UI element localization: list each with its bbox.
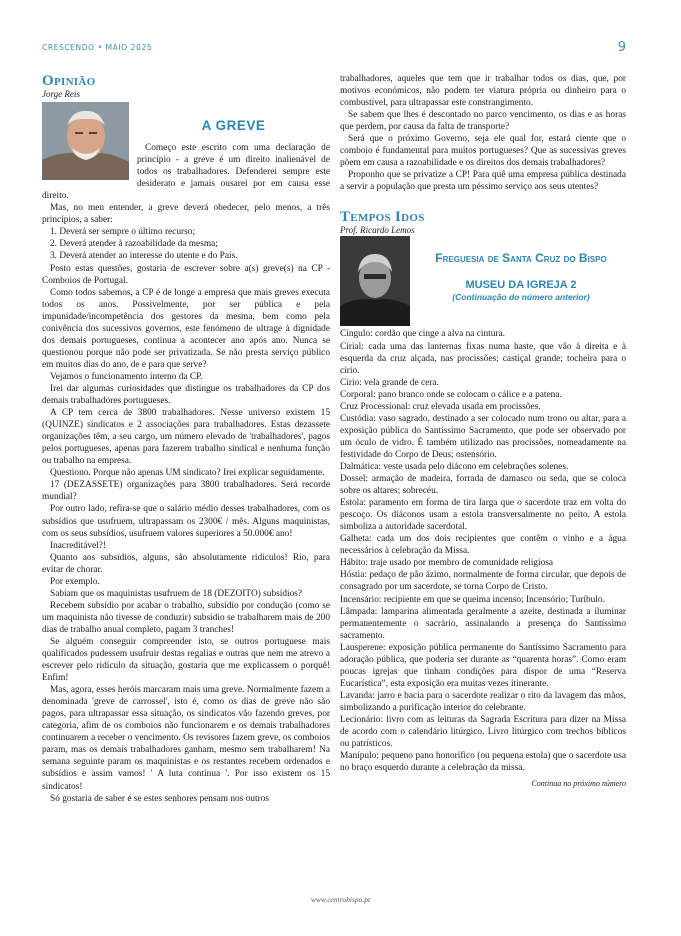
paragraph: Mas, agora, esses heróis marcaram mais uma greve. Normalmente fazem a denominada 'greve de carrossel', isto é, como os dias de greve não são pagos, para ultrapassar essa situação, os sindicatos vão fazendo greves, por categoria, afim de os comboios não funcionarem e os demais trabalhadores continuarem a receber o vencimento. Os revisores fazem greve, os comboios param, mas os demais trabalhadores ganham, mesmo sem trabalharem! Na semana seguinte param os maquinistas e os restantes recebem ordenados e subsídios e assim vamos! ' A luta continua '. Por isso existem os 15 sindicatos! bbox=[42, 685, 330, 792]
paragraph: trabalhadores, aqueles que tem que ir trabalhar todos os dias, que, por motivos económicos, não podem ter viatura própria ou dinheiro para o combustível, para ultrapassar este constrangimento. bbox=[340, 74, 626, 109]
author-photo-bw bbox=[340, 236, 410, 326]
glossary-entry: Cruz Processional: cruz elevada usada em procissões. bbox=[340, 401, 541, 412]
paragraph: 17 (DEZASSETE) organizações para 3800 trabalhadores. Será recorde mundial? bbox=[42, 480, 330, 503]
glossary-entry: Estola: paramento em forma de tira larga que o sacerdote traz em volta do pescoço. Os diáconos usam a estola transversalmente no peito. A estola simboliza a autoridade sacerdotal. bbox=[340, 498, 626, 533]
paragraph: Se sabem que lhes é descontado no parco vencimento, os dias e as horas que perdem, por causa da falta de transporte? bbox=[340, 110, 626, 133]
glossary-entry: Cíngulo: cordão que cinge a alva na cintura. bbox=[340, 329, 506, 340]
glossary-entry: Galheta: cada um dos dois recipientes que contêm o vinho e a água necessários à celebração da Missa. bbox=[340, 534, 626, 557]
principles-list bbox=[42, 226, 330, 262]
subtitle-museu: MUSEU DA IGREJA 2 bbox=[465, 279, 577, 292]
author-jorge-reis: Jorge Reis bbox=[42, 89, 80, 99]
glossary-entry: Manípulo: pequeno pano honorífico (ou pequena estola) que o sacerdote usa no braço esquerdo durante a celebração da missa. bbox=[340, 751, 626, 774]
page-number: 9 bbox=[617, 40, 626, 55]
list-item: 2. Deverá atender à razoabilidade da mesma; bbox=[50, 239, 218, 250]
glossary-entry: Lâmpada: lamparina alimentada geralmente a azeite, destinada a iluminar permanentemente o sacrário, assinalando a presença do Santíssimo sacramento. bbox=[340, 606, 626, 641]
paragraph: Quanto aos subsídios, alguns, são absolutamente ridículos! Rio, para evitar de chorar. bbox=[42, 552, 330, 575]
article-title-a-greve: A GREVE bbox=[201, 118, 266, 133]
glossary-entry: Hóstia: pedaço de pão ázimo, normalmente de forma circular, que depois de consagrado por um sacerdote, se torna Corpo de Cristo. bbox=[340, 570, 626, 593]
list-item: 3. Deverá atender ao interesse do utente e do País. bbox=[50, 251, 238, 262]
paragraph: A CP tem cerca de 3800 trabalhadores. Nesse universo existem 15 (QUINZE) sindicatos e 2 associações para trabalhadores. Estas dezassete organizações têm, a seu cargo, um número elevado de 'trabalhadores', pagos pelos portugueses, apenas para fazerem trabalho sindical e nenhuma função ou trabalho na empresa. bbox=[42, 408, 330, 467]
paragraph: Começo este escrito com uma declaração de princípio - a greve é um direito inalienável de todos os trabalhadores. Defenderei sempre este desiderato e jamais ousarei por em causa esse direito. bbox=[42, 143, 330, 202]
glossary-entry: Incensário: recipiente em que se queima incenso; Incensório; Turíbulo. bbox=[340, 594, 605, 605]
paragraph: Como todos sabemos, a CP é de longe a empresa que mais greves executa todos os anos. Possivelmente, por ser pública e pela impunidade/incompetência dos gestores da mesma, bem como pela conivência dos sucessivos governos, este fenómeno de ultrage à dignidade dos demais portugueses, continua a acontecer ano após ano. Nunca se questionou porque não pode ser privatizada. Se não presta serviço público em muitos dias do ano, de e para que serve? bbox=[42, 287, 330, 370]
paragraph: Questiono. Porque não apenas UM sindicato? Irei explicar seguidamente. bbox=[50, 468, 325, 479]
article-title-freguesia: Freguesia de Santa Cruz do Bispo bbox=[435, 251, 607, 266]
author-photo bbox=[42, 102, 129, 180]
paragraph: Vejamos o funcionamento interno da CP. bbox=[50, 371, 203, 382]
continued-note: Continua no próximo número bbox=[531, 779, 626, 789]
paragraph: Mas, no meu entender, a greve deverá obedecer, pelo menos, a três princípios, a saber: bbox=[42, 203, 330, 226]
glossary-entry: Lecionário: livro com as leituras da Sagrada Escritura para dizer na Missa de acordo com o calendário litúrgico. Livro litúrgico com trechos bíblicos ou patrísticos. bbox=[340, 714, 626, 750]
paragraph: Irei dar algumas curiosidades que distingue os trabalhadores da CP dos demais trabalhadores portugueses. bbox=[42, 383, 330, 407]
glossary-entry: Dalmática: veste usada pelo diácono em celebrações solenes. bbox=[340, 461, 569, 472]
paragraph: Será que o próximo Governo, seja ele qual for, estará ciente que o comboio é fundamental para muitos portugueses? Que as sucessivas greves põem em causa a razoabilidade e os direitos dos demais trabalhadores? bbox=[340, 134, 626, 169]
subtitle-continuacao: (Continuação do número anterior) bbox=[452, 292, 590, 303]
paragraph: Recebem subsídio por acabar o trabalho, subsídio por condução (como se um maquinista não tivesse de conduzir) subsídio se trabalharem mais de 200 dias de trabalho anual completo, pagam 3 tranches! bbox=[42, 600, 330, 635]
opinion-column bbox=[42, 73, 330, 805]
glossary-entry: Custódia: vaso sagrado, destinado a ser colocado num trono ou altar, para a exposição pública do Santíssimo Sacramento, que pode ser observado por um óculo de vidro. É também utilizado nas procissões, nomeadamente na festividade do Corpo de Deus; ostensório. bbox=[340, 413, 626, 460]
section-title-opiniao: Opinião bbox=[42, 73, 96, 89]
glossary-entry: Dossel: armação de madeira, forrada de damasco ou seda, que se coloca sobre os altares; sobrecéu. bbox=[340, 474, 626, 497]
paragraph: Se alguém conseguir compreender isto, se outros portuguese mais qualificados pudessem usufruir destas regalias e outras que nem me atrevo a escrever pelo ridículo da situação, gostaria que me explicassem o porquê! Enfim! bbox=[42, 636, 330, 684]
glossary-entry: Corporal: pano branco onde se colocam o cálice e a patena. bbox=[340, 389, 562, 400]
section-title-tempos-idos: Tempos Idos bbox=[340, 209, 425, 226]
footer-website: www.centrobispo.pt bbox=[310, 895, 371, 904]
paragraph: Posto estas questões, gostaria de escrever sobre a(s) greve(s) na CP - Comboios de Portugal. bbox=[42, 263, 330, 286]
list-item: 1. Deverá ser sempre o último recurso; bbox=[50, 227, 196, 238]
issue-header: CRESCENDO • MAIO 2025 bbox=[42, 43, 153, 52]
glossary-entry: Lavanda: jarro e bacia para o sacerdote realizar o rito da lavagem das mãos, simbolizando a purificação interior do celebrante. bbox=[340, 690, 626, 713]
glossary-entry: Hábito: traje usado por membro de comunidade religiosa bbox=[340, 558, 554, 569]
paragraph: Só gostaria de saber é se estes senhores pensam nos outros bbox=[50, 793, 270, 804]
paragraph: Inacreditável?! bbox=[50, 540, 107, 551]
glossary-entry: Lausperene: exposição pública permanente do Santíssimo Sacramento para adoração pública, que poderia ser durante as “quarenta horas”. Como eram poucas igrejas que tinham condições para dispor de uma “Reserva Eucarística”, esta exposição era muitas vezes itinerante. bbox=[340, 642, 626, 689]
author-ricardo-lemos: Prof. Ricardo Lemos bbox=[340, 225, 415, 236]
glossary-entry: Círial: cada uma das lanternas fixas numa haste, que vão à direita e à esquerda da cruz alçada, nas procissões; castiçal grande; tocheira para o círio. bbox=[340, 341, 626, 376]
paragraph: Por exemplo. bbox=[50, 576, 100, 587]
paragraph: Por outro lado, refira-se que o salário médio desses trabalhadores, com os subsídios que usufruem, ultrapassam os 2300€ / mês. Alguns maquinistas, com os seus subsídios, usufruem valores superiores a 50.000€ ano! bbox=[42, 504, 330, 539]
glossary-entry: Círio: vela grande de cera. bbox=[340, 377, 439, 388]
right-column bbox=[340, 73, 626, 790]
paragraph: Proponho que se privatize a CP! Para quê uma empresa pública destinada a servir a população que presta um péssimo serviço aos seus utentes? bbox=[340, 170, 626, 193]
paragraph: Sabiam que os maquinistas usufruem de 18 (DEZOITO) subsídios? bbox=[50, 588, 303, 599]
